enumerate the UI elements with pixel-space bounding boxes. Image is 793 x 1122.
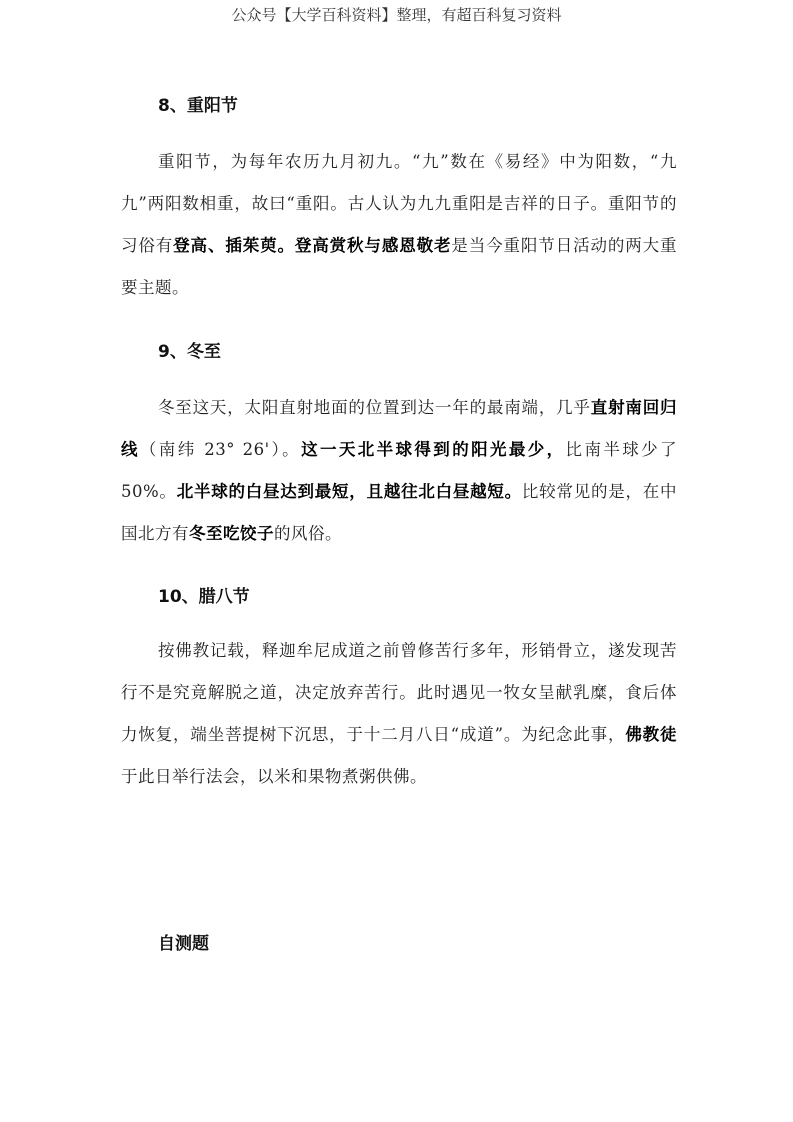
bold-text-segment: 登高、插茱萸。登高赏秋与感恩敬老: [173, 236, 452, 255]
bold-text-segment: 佛教徒: [625, 725, 678, 744]
text-segment: 的风俗。: [274, 524, 342, 543]
section-title-laba: 10、腊八节: [158, 587, 250, 607]
page-header: 公众号【大学百科资料】整理，有超百科复习资料: [231, 6, 562, 24]
text-segment: 于此日举行法会，以米和果物煮粥供佛。: [121, 767, 427, 786]
text-segment: 是当今重阳节日活动的两大重要主题。: [121, 236, 678, 297]
section-title-chongyang: 8、重阳节: [158, 96, 238, 116]
text-segment: 冬至这天，太阳直射地面的位置到达一年的最南端，几乎: [158, 398, 591, 417]
section-body-dongzhi: [121, 387, 677, 555]
text-segment: 比较常见的是，在中国北方有: [121, 482, 678, 543]
bold-text-segment: 这一天北半球得到的阳光最少，: [301, 440, 566, 459]
section-body-laba: [121, 630, 677, 798]
self-test-title: 自测题: [158, 934, 209, 954]
bold-text-segment: 北半球的白昼达到最短，且越往北白昼越短。: [176, 482, 522, 501]
text-segment: 重阳节，为每年农历九月初九。“九”数在《易经》中为阳数，“九九”两阳数相重，故曰“重阳。古人认为九九重阳是吉祥的日子。重阳节的习俗有: [121, 152, 677, 255]
bold-text-segment: 直射南回归线: [121, 398, 678, 459]
text-segment: （南纬 23° 26'）。: [139, 440, 302, 459]
text-segment: 比南半球少了 50%。: [121, 440, 678, 501]
bold-text-segment: 冬至吃饺子: [189, 524, 274, 543]
section-title-dongzhi: 9、冬至: [158, 342, 221, 362]
section-body-chongyang: [121, 141, 677, 309]
text-segment: 按佛教记载，释迦牟尼成道之前曾修苦行多年，形销骨立，遂发现苦行不是究竟解脱之道，决定放弃苦行。此时遇见一牧女呈献乳糜，食后体力恢复，端坐菩提树下沉思，于十二月八日“成道”。为纪念此事，: [121, 641, 677, 744]
